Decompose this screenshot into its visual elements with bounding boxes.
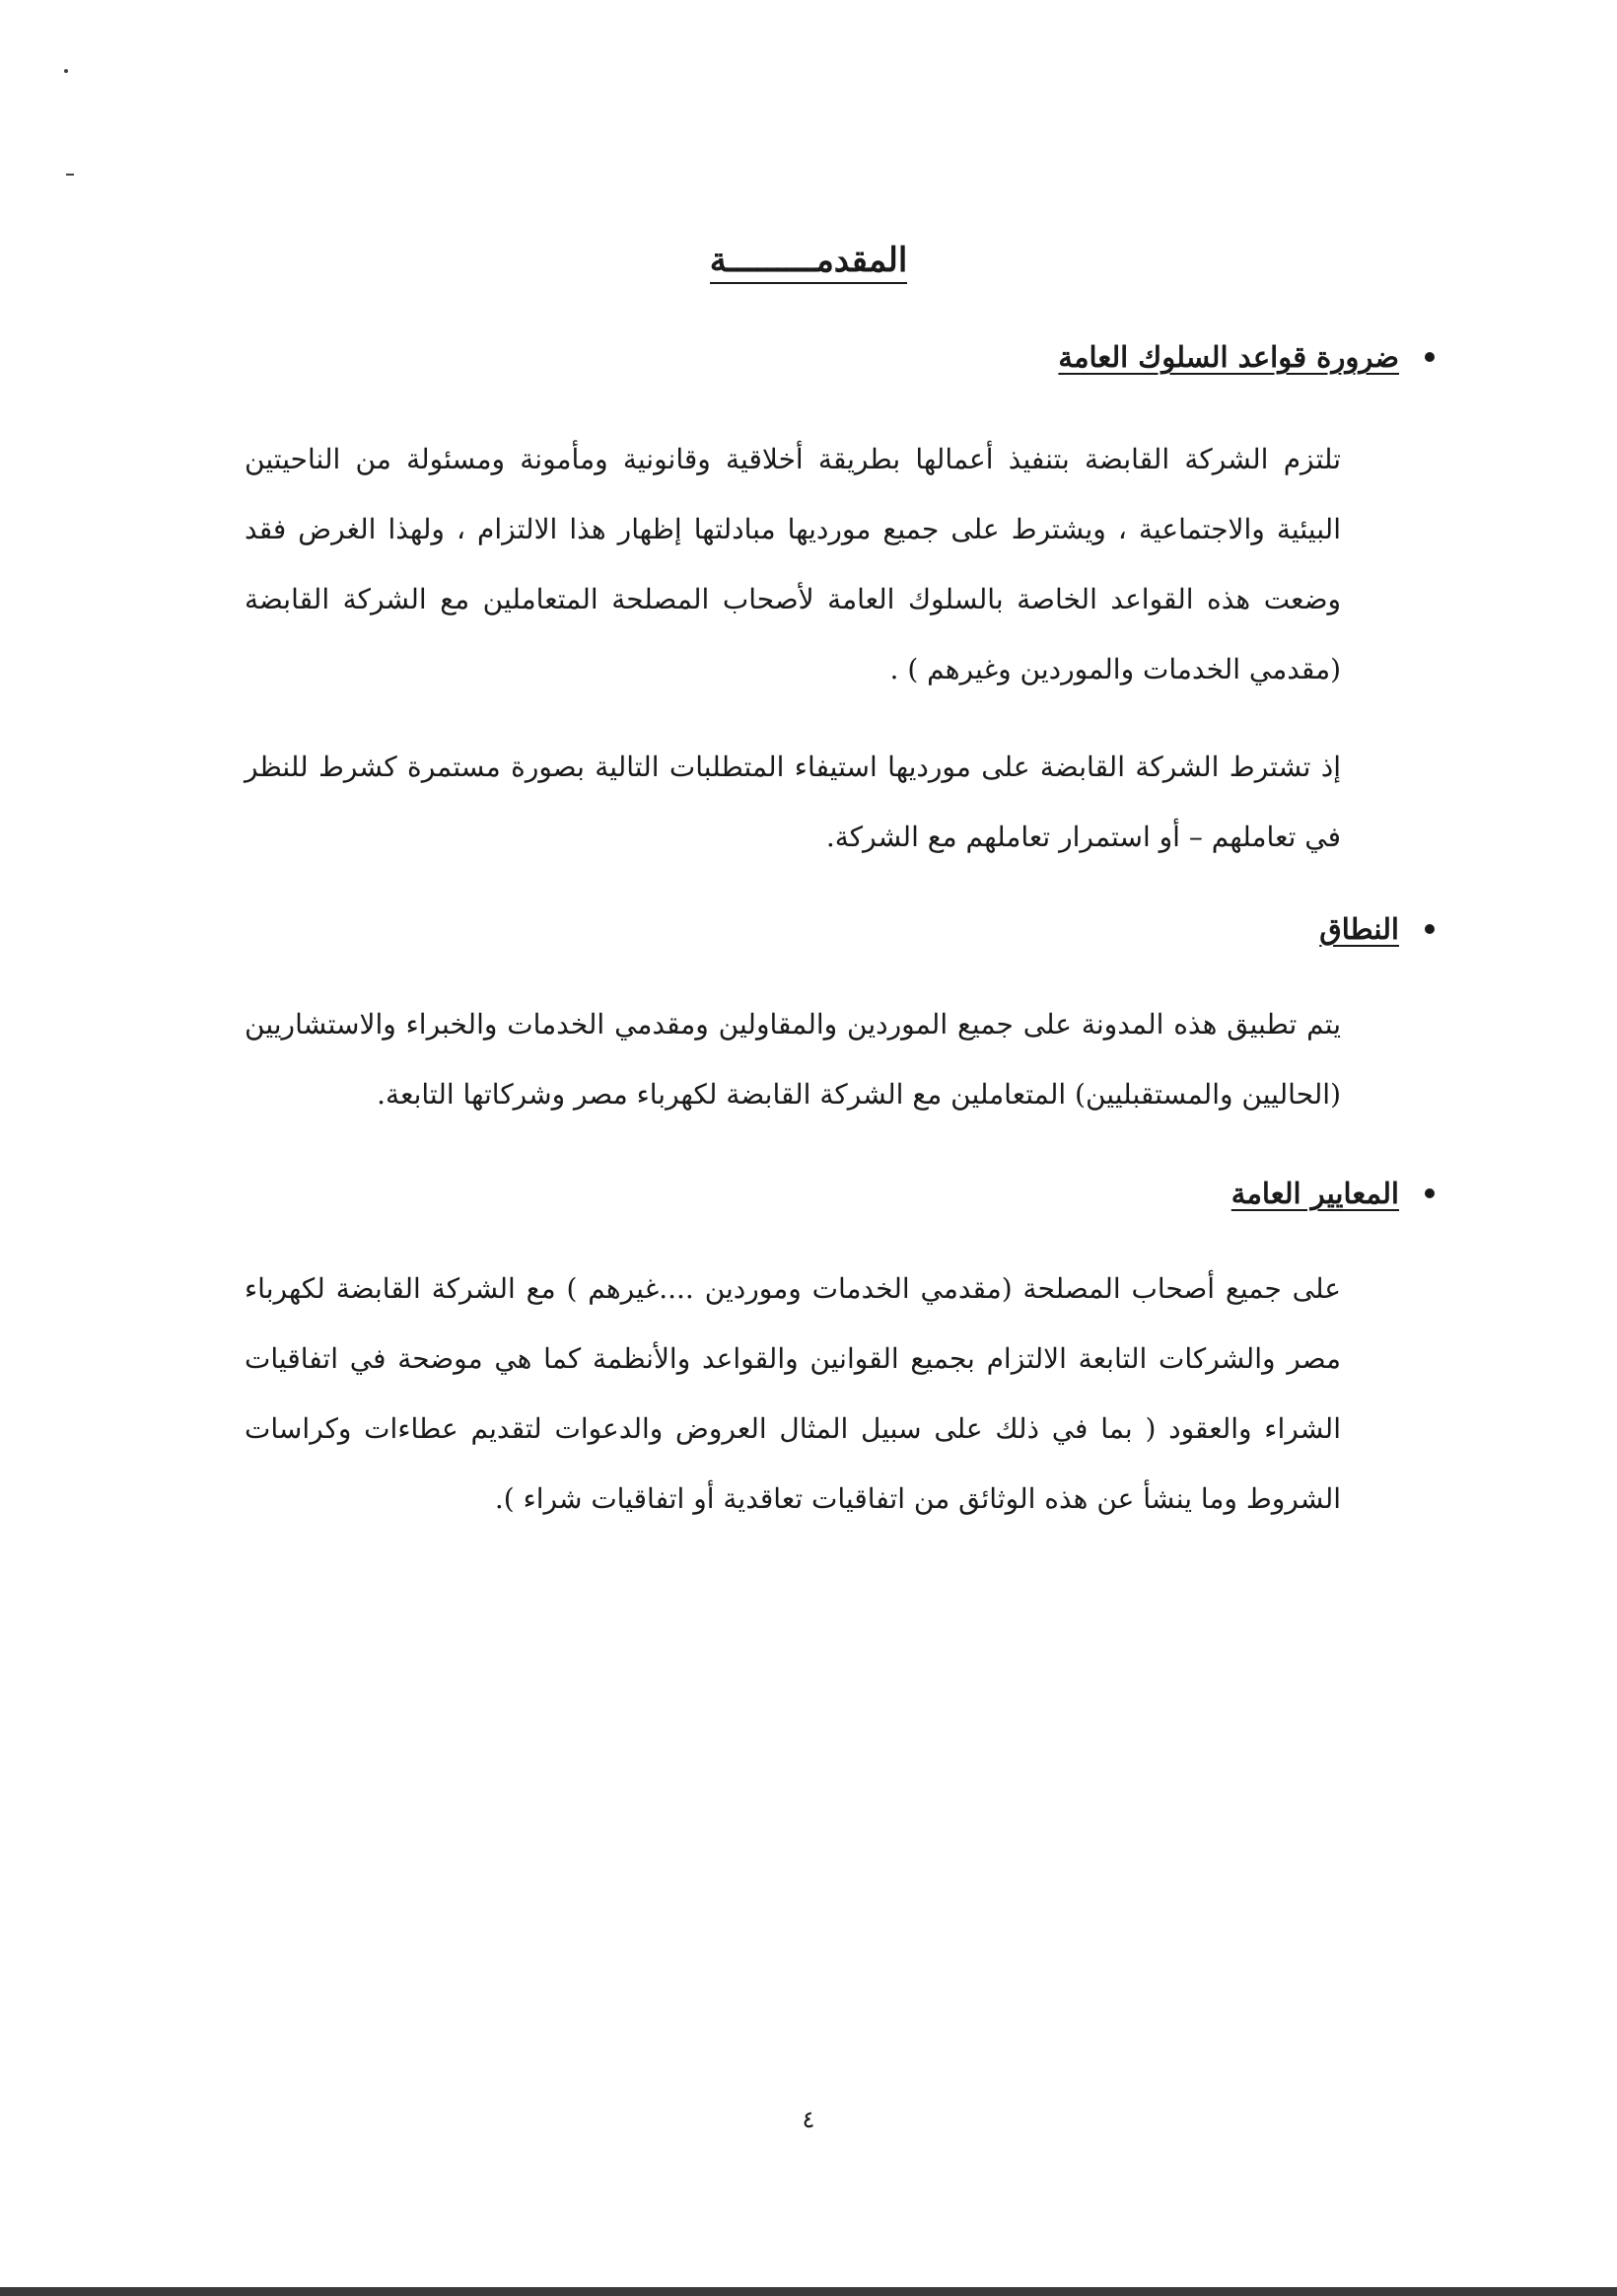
page-number: ٤ xyxy=(802,2106,815,2133)
bullet-icon xyxy=(1425,924,1435,934)
bullet-icon xyxy=(1425,1188,1435,1198)
paragraph-supplier-requirements: إذ تشترط الشركة القابضة على مورديها استيفاء المتطلبات التالية بصورة مستمرة كشرط للنظر في تعاملهم – أو استمرار تعاملهم مع الشركة. xyxy=(245,751,1341,853)
paragraph-general-standards: على جميع أصحاب المصلحة (مقدمي الخدمات وموردين ....غيرهم ) مع الشركة القابضة لكهرباء مصر والشركات التابعة الالتزام بجميع القوانين والقواعد والأنظمة كما هي موضحة في اتفاقيات الشراء والعقود ( بما في ذلك على سبيل المثال العروض والدعوات لتقديم عطاءات وكراسات الشروط وما ينشأ عن هذه الوثائق من اتفاقيات تعاقدية أو اتفاقيات شراء ). xyxy=(245,1272,1341,1515)
scan-edge xyxy=(0,2287,1617,2296)
scan-speck xyxy=(66,174,74,176)
section-heading-label: المعايير العامة xyxy=(1230,1177,1399,1210)
page-title-text: المقدمـــــــــة xyxy=(710,241,908,284)
section-heading-label: النطاق xyxy=(1319,912,1399,946)
section-heading-general-standards xyxy=(1231,1177,1435,1210)
section-heading-conduct-rules xyxy=(1058,340,1435,374)
section-heading-scope xyxy=(1319,912,1435,946)
scan-speck xyxy=(64,69,68,73)
paragraph-scope: يتم تطبيق هذه المدونة على جميع الموردين والمقاولين ومقدمي الخدمات والخبراء والاستشاريين (الحاليين والمستقبليين) المتعاملين مع الشركة القابضة لكهرباء مصر وشركاتها التابعة. xyxy=(245,1008,1342,1111)
section-heading-label: ضرورة قواعد السلوك العامة xyxy=(1058,340,1399,374)
page-title xyxy=(592,241,1025,280)
bullet-icon xyxy=(1425,352,1435,362)
paragraph-commitment: تلتزم الشركة القابضة بتنفيذ أعمالها بطريقة أخلاقية وقانونية ومأمونة ومسئولة من الناحيتين البيئية والاجتماعية ، ويشترط على جميع مورديها مبادلتها إظهار هذا الالتزام ، ولهذا الغرض فقد وضعت هذه القواعد الخاصة بالسلوك العامة لأصحاب المصلحة المتعاملين مع الشركة القابضة (مقدمي الخدمات والموردين وغيرهم ) . xyxy=(245,443,1341,685)
